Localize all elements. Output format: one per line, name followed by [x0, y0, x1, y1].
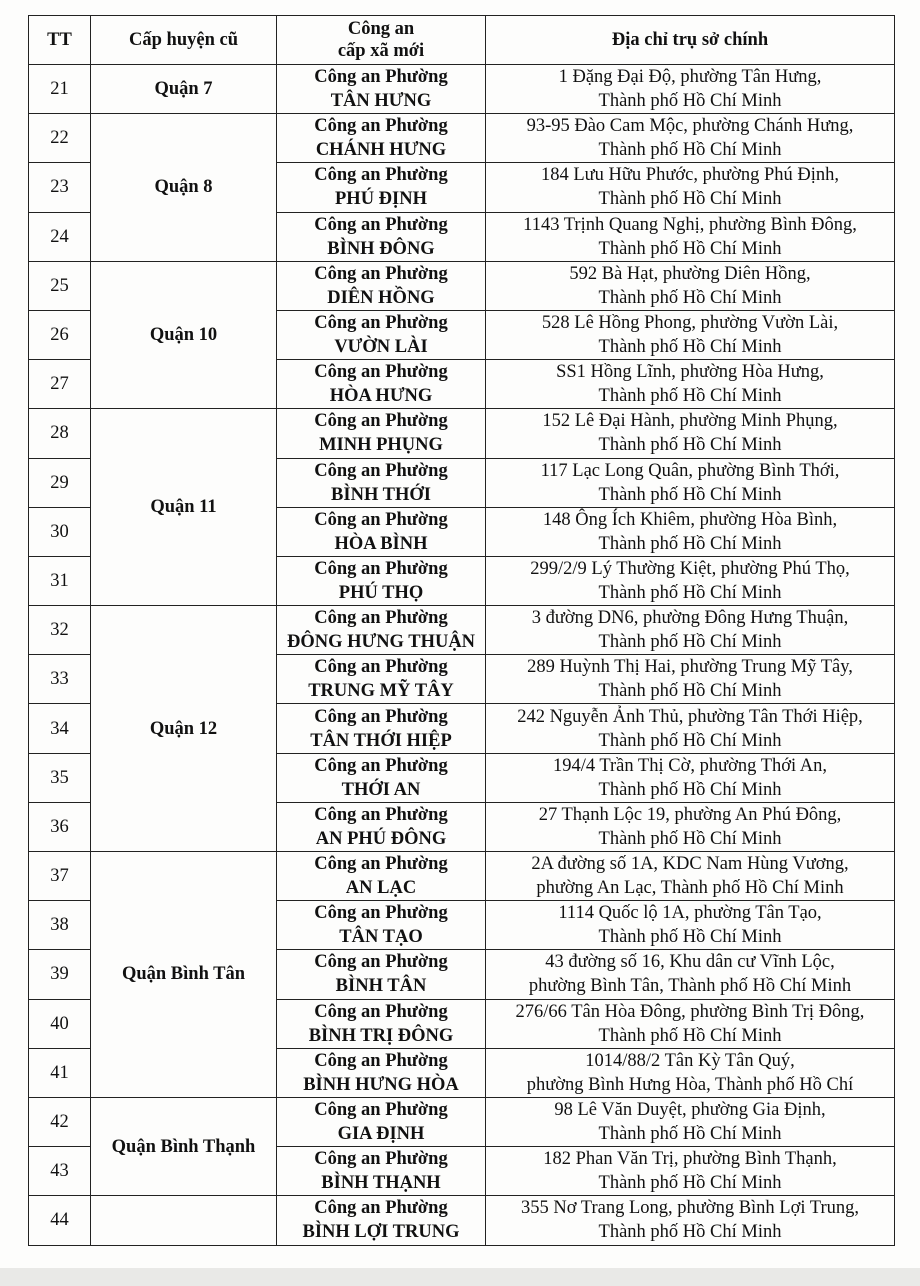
address-line-1: 1114 Quốc lộ 1A, phường Tân Tạo, — [558, 903, 822, 924]
row-number: 24 — [29, 212, 91, 261]
new-unit-cell — [277, 1097, 486, 1146]
address-cell — [486, 409, 895, 458]
address-line-2: Thành phố Hồ Chí Minh — [598, 91, 782, 112]
table-row — [29, 114, 895, 163]
address-line-2: phường An Lạc, Thành phố Hồ Chí Minh — [536, 878, 844, 899]
address-line-1: 3 đường DN6, phường Đông Hưng Thuận, — [531, 608, 849, 629]
unit-type: Công an Phường — [314, 558, 448, 579]
address-line-1: 528 Lê Hồng Phong, phường Vườn Lài, — [541, 313, 839, 334]
unit-type: Công an Phường — [314, 608, 448, 629]
address-cell — [486, 802, 895, 851]
unit-type: Công an Phường — [314, 1198, 448, 1219]
row-number: 42 — [29, 1097, 91, 1146]
unit-name: GIA ĐỊNH — [337, 1124, 425, 1145]
unit-name: BÌNH LỢI TRUNG — [302, 1222, 460, 1243]
unit-type: Công an Phường — [314, 804, 448, 825]
unit-name: TÂN THỚI HIỆP — [310, 730, 452, 751]
unit-name: AN PHÚ ĐÔNG — [315, 828, 447, 849]
row-number: 38 — [29, 901, 91, 950]
address-cell — [486, 999, 895, 1048]
table-header-row — [29, 16, 895, 65]
address-line-2: Thành phố Hồ Chí Minh — [598, 435, 782, 456]
old-district-cell — [91, 1196, 277, 1245]
address-cell — [486, 212, 895, 261]
old-district-cell: Quận Bình Tân — [91, 852, 277, 1098]
address-cell — [486, 753, 895, 802]
unit-type: Công an Phường — [314, 1050, 448, 1071]
header-new-unit — [277, 16, 486, 65]
address-line-2: Thành phố Hồ Chí Minh — [598, 779, 782, 800]
new-unit-cell — [277, 1147, 486, 1196]
row-number: 39 — [29, 950, 91, 999]
unit-type: Công an Phường — [314, 313, 448, 334]
address-line-1: 276/66 Tân Hòa Đông, phường Bình Trị Đông, — [515, 1001, 865, 1022]
row-number: 22 — [29, 114, 91, 163]
address-cell — [486, 556, 895, 605]
new-unit-cell — [277, 950, 486, 999]
unit-type: Công an Phường — [314, 460, 448, 481]
unit-type: Công an Phường — [314, 706, 448, 727]
table-row — [29, 1196, 895, 1245]
address-line-2: Thành phố Hồ Chí Minh — [598, 1173, 782, 1194]
unit-type: Công an Phường — [314, 1001, 448, 1022]
address-line-1: 2A đường số 1A, KDC Nam Hùng Vương, — [531, 854, 849, 875]
row-number: 28 — [29, 409, 91, 458]
unit-type: Công an Phường — [314, 214, 448, 235]
address-cell — [486, 606, 895, 655]
new-unit-cell — [277, 852, 486, 901]
row-number: 40 — [29, 999, 91, 1048]
address-line-2: Thành phố Hồ Chí Minh — [598, 386, 782, 407]
address-line-1: 289 Huỳnh Thị Hai, phường Trung Mỹ Tây, — [527, 657, 853, 678]
old-district-cell: Quận Bình Thạnh — [91, 1097, 277, 1195]
old-district-cell: Quận 7 — [91, 65, 277, 114]
new-unit-cell — [277, 458, 486, 507]
header-tt: TT — [29, 16, 91, 65]
new-unit-cell — [277, 1048, 486, 1097]
unit-name: TRUNG MỸ TÂY — [308, 681, 454, 702]
address-line-2: Thành phố Hồ Chí Minh — [598, 632, 782, 653]
unit-name: BÌNH THẠNH — [321, 1173, 441, 1194]
unit-name: CHÁNH HƯNG — [315, 140, 447, 161]
new-unit-cell — [277, 261, 486, 310]
unit-type: Công an Phường — [314, 362, 448, 383]
row-number: 37 — [29, 852, 91, 901]
table-row — [29, 852, 895, 901]
address-line-2: Thành phố Hồ Chí Minh — [598, 189, 782, 210]
address-cell — [486, 65, 895, 114]
address-line-1: 1143 Trịnh Quang Nghị, phường Bình Đông, — [523, 214, 857, 235]
row-number: 43 — [29, 1147, 91, 1196]
address-line-1: 93-95 Đào Cam Mộc, phường Chánh Hưng, — [526, 116, 854, 137]
unit-name: MINH PHỤNG — [319, 435, 443, 456]
unit-name: VƯỜN LÀI — [334, 337, 428, 358]
table-row — [29, 65, 895, 114]
unit-type: Công an Phường — [314, 1100, 448, 1121]
unit-type: Công an Phường — [314, 657, 448, 678]
address-cell — [486, 1097, 895, 1146]
address-line-2: Thành phố Hồ Chí Minh — [598, 730, 782, 751]
unit-type: Công an Phường — [314, 854, 448, 875]
row-number: 41 — [29, 1048, 91, 1097]
address-line-2: Thành phố Hồ Chí Minh — [598, 1025, 782, 1046]
address-cell — [486, 655, 895, 704]
table-row — [29, 606, 895, 655]
table-body — [29, 65, 895, 1246]
unit-name: HÒA HƯNG — [329, 386, 433, 407]
header-old-district: Cấp huyện cũ — [91, 16, 277, 65]
header-new-unit-line2: cấp xã mới — [337, 41, 425, 61]
unit-type: Công an Phường — [314, 263, 448, 284]
old-district-cell: Quận 8 — [91, 114, 277, 262]
unit-type: Công an Phường — [314, 903, 448, 924]
address-line-2: Thành phố Hồ Chí Minh — [598, 681, 782, 702]
page-bottom-edge — [0, 1268, 920, 1286]
new-unit-cell — [277, 901, 486, 950]
address-line-1: 98 Lê Văn Duyệt, phường Gia Định, — [554, 1100, 826, 1121]
row-number: 27 — [29, 360, 91, 409]
address-line-1: 117 Lạc Long Quân, phường Bình Thới, — [540, 460, 840, 481]
new-unit-cell — [277, 753, 486, 802]
address-line-2: Thành phố Hồ Chí Minh — [598, 927, 782, 948]
address-cell — [486, 310, 895, 359]
row-number: 34 — [29, 704, 91, 753]
unit-name: BÌNH HƯNG HÒA — [303, 1074, 459, 1095]
address-line-2: Thành phố Hồ Chí Minh — [598, 1124, 782, 1145]
new-unit-cell — [277, 212, 486, 261]
row-number: 35 — [29, 753, 91, 802]
unit-name: PHÚ THỌ — [338, 582, 424, 603]
row-number: 25 — [29, 261, 91, 310]
new-unit-cell — [277, 409, 486, 458]
address-cell — [486, 1048, 895, 1097]
police-units-table — [28, 15, 895, 1246]
address-line-1: 242 Nguyễn Ảnh Thủ, phường Tân Thới Hiệp, — [517, 706, 863, 727]
address-line-2: Thành phố Hồ Chí Minh — [598, 140, 782, 161]
unit-name: PHÚ ĐỊNH — [335, 189, 427, 210]
row-number: 30 — [29, 507, 91, 556]
unit-type: Công an Phường — [314, 1149, 448, 1170]
address-line-1: 148 Ông Ích Khiêm, phường Hòa Bình, — [542, 509, 838, 530]
address-line-1: 355 Nơ Trang Long, phường Bình Lợi Trung, — [521, 1198, 859, 1219]
unit-type: Công an Phường — [314, 755, 448, 776]
address-cell — [486, 704, 895, 753]
new-unit-cell — [277, 360, 486, 409]
unit-type: Công an Phường — [314, 509, 448, 530]
address-line-1: 1 Đặng Đại Độ, phường Tân Hưng, — [558, 67, 822, 88]
unit-name: THỚI AN — [341, 779, 421, 800]
address-line-1: 592 Bà Hạt, phường Diên Hồng, — [569, 263, 811, 284]
row-number: 26 — [29, 310, 91, 359]
address-line-1: 184 Lưu Hữu Phước, phường Phú Định, — [540, 165, 840, 186]
old-district-cell: Quận 12 — [91, 606, 277, 852]
row-number: 44 — [29, 1196, 91, 1245]
unit-type: Công an Phường — [314, 116, 448, 137]
new-unit-cell — [277, 310, 486, 359]
address-cell — [486, 360, 895, 409]
table-row — [29, 261, 895, 310]
new-unit-cell — [277, 802, 486, 851]
address-line-2: Thành phố Hồ Chí Minh — [598, 828, 782, 849]
new-unit-cell — [277, 65, 486, 114]
table-row — [29, 409, 895, 458]
new-unit-cell — [277, 655, 486, 704]
unit-name: AN LẠC — [345, 878, 417, 899]
address-line-1: 194/4 Trần Thị Cờ, phường Thới An, — [552, 755, 828, 776]
new-unit-cell — [277, 606, 486, 655]
new-unit-cell — [277, 163, 486, 212]
header-address: Địa chỉ trụ sở chính — [486, 16, 895, 65]
address-line-2: Thành phố Hồ Chí Minh — [598, 1222, 782, 1243]
address-line-2: Thành phố Hồ Chí Minh — [598, 287, 782, 308]
address-line-1: 182 Phan Văn Trị, phường Bình Thạnh, — [543, 1149, 837, 1170]
row-number: 23 — [29, 163, 91, 212]
unit-type: Công an Phường — [314, 165, 448, 186]
address-cell — [486, 1147, 895, 1196]
row-number: 32 — [29, 606, 91, 655]
address-line-2: Thành phố Hồ Chí Minh — [598, 533, 782, 554]
address-line-2: Thành phố Hồ Chí Minh — [598, 484, 782, 505]
address-line-2: Thành phố Hồ Chí Minh — [598, 337, 782, 358]
new-unit-cell — [277, 1196, 486, 1245]
address-line-1: 43 đường số 16, Khu dân cư Vĩnh Lộc, — [545, 952, 835, 973]
address-line-2: Thành phố Hồ Chí Minh — [598, 582, 782, 603]
new-unit-cell — [277, 704, 486, 753]
address-line-2: phường Bình Hưng Hòa, Thành phố Hồ Chí — [526, 1074, 854, 1095]
address-line-1: 152 Lê Đại Hành, phường Minh Phụng, — [542, 411, 838, 432]
address-cell — [486, 261, 895, 310]
address-cell — [486, 114, 895, 163]
address-line-2: phường Bình Tân, Thành phố Hồ Chí Minh — [528, 976, 852, 997]
table-row — [29, 1097, 895, 1146]
unit-name: BÌNH ĐÔNG — [327, 238, 435, 259]
header-new-unit-line1: Công an — [347, 19, 415, 39]
unit-name: HÒA BÌNH — [334, 533, 428, 554]
unit-name: ĐÔNG HƯNG THUẬN — [286, 632, 476, 653]
unit-type: Công an Phường — [314, 67, 448, 88]
row-number: 29 — [29, 458, 91, 507]
address-cell — [486, 507, 895, 556]
address-line-1: 299/2/9 Lý Thường Kiệt, phường Phú Thọ, — [530, 558, 850, 579]
address-cell — [486, 163, 895, 212]
unit-name: BÌNH TRỊ ĐÔNG — [308, 1025, 454, 1046]
new-unit-cell — [277, 556, 486, 605]
unit-name: TÂN HƯNG — [330, 91, 432, 112]
address-cell — [486, 852, 895, 901]
address-line-2: Thành phố Hồ Chí Minh — [598, 238, 782, 259]
address-cell — [486, 950, 895, 999]
unit-type: Công an Phường — [314, 952, 448, 973]
new-unit-cell — [277, 999, 486, 1048]
address-cell — [486, 901, 895, 950]
address-line-1: SS1 Hồng Lĩnh, phường Hòa Hưng, — [556, 362, 824, 383]
new-unit-cell — [277, 507, 486, 556]
row-number: 33 — [29, 655, 91, 704]
row-number: 31 — [29, 556, 91, 605]
unit-type: Công an Phường — [314, 411, 448, 432]
address-cell — [486, 458, 895, 507]
address-cell — [486, 1196, 895, 1245]
address-line-1: 1014/88/2 Tân Kỳ Tân Quý, — [585, 1050, 795, 1071]
address-line-1: 27 Thạnh Lộc 19, phường An Phú Đông, — [538, 804, 842, 825]
unit-name: DIÊN HỒNG — [327, 287, 435, 308]
old-district-cell: Quận 11 — [91, 409, 277, 606]
row-number: 36 — [29, 802, 91, 851]
new-unit-cell — [277, 114, 486, 163]
unit-name: BÌNH TÂN — [335, 976, 427, 997]
row-number: 21 — [29, 65, 91, 114]
unit-name: BÌNH THỚI — [331, 484, 431, 505]
unit-name: TÂN TẠO — [339, 927, 423, 948]
old-district-cell: Quận 10 — [91, 261, 277, 409]
